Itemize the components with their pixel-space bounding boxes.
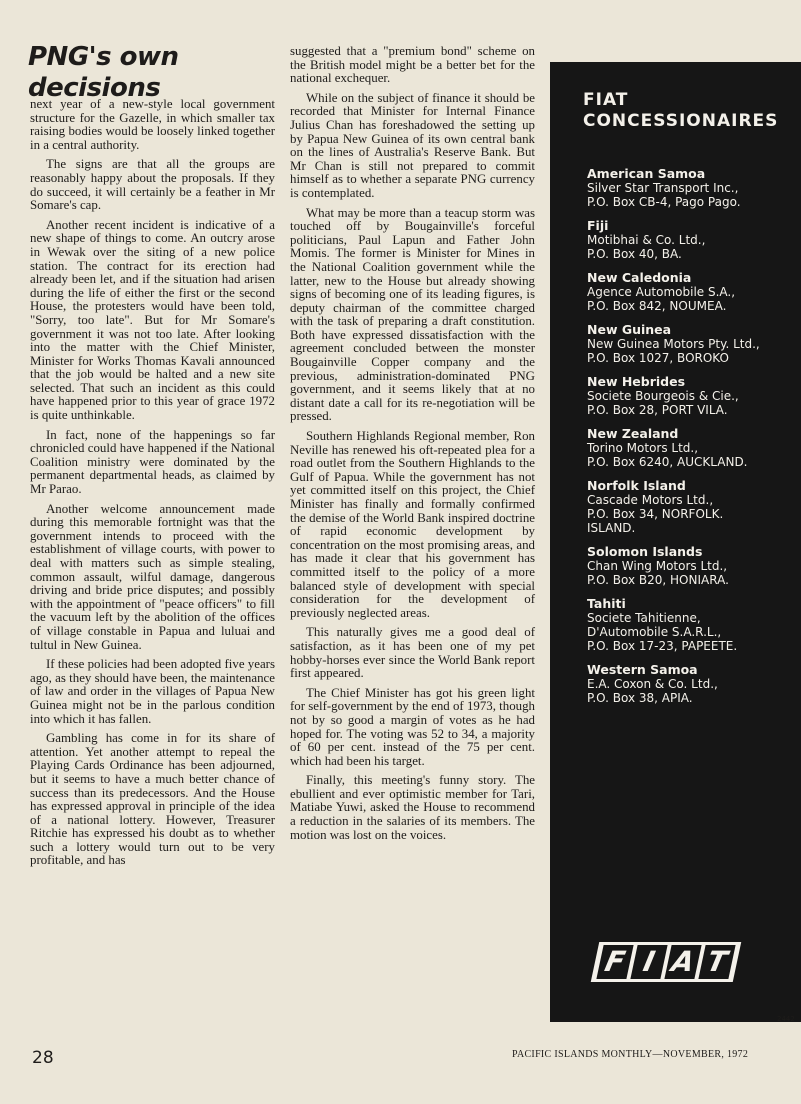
concessionaire-address-line: P.O. Box B20, HONIARA. — [587, 573, 729, 587]
logo-letter: T — [698, 945, 735, 979]
paragraph: Finally, this meeting's funny story. The ebullient and ever optimistic member for Tari, Matiabe Yuwi, asked the House to recommend a reduction in the salaries of its members. The motion was lost on the voices. — [290, 773, 535, 842]
concessionaire-address-line: P.O. Box CB-4, Pago Pago. — [587, 195, 741, 209]
fiat-advertisement — [550, 62, 801, 1022]
concessionaire-region: Western Samoa — [587, 662, 698, 677]
concessionaire-region: American Samoa — [587, 166, 706, 181]
concessionaire-entry — [587, 270, 797, 313]
concessionaire-region: New Guinea — [587, 322, 672, 337]
paragraph: In fact, none of the happenings so far chronicled could have happened if the National Coalition ministry were dominated by the permanent departmental heads, as claimed by Mr Parao. — [30, 427, 275, 497]
concessionaire-entry — [587, 322, 797, 365]
concessionaire-address-line: Agence Automobile S.A., — [587, 285, 736, 299]
paragraph: Another recent incident is indicative of a new shape of things to come. An outcry arose in Wewak over the siting of a new police station. The contract for its erection had already been let, and if the situation had arisen during the life of either the first or the second House, the protesters would have been told, "Sorry, too late". But for Mr Somare's government it was not too late. After looking into the matter with the Chief Minister, Minister for Works Thomas Kavali announced that the job would be halted and a new site selected. That such an incident as this could have happened prior to this year of grace 1972 is quite unthinkable. — [30, 217, 275, 423]
concessionaire-address-line: P.O. Box 6240, AUCKLAND. — [587, 455, 748, 469]
paragraph: This naturally gives me a good deal of satisfaction, as it has been one of my pet hobby-horses ever since the World Bank report first appeared. — [290, 625, 535, 681]
paragraph: suggested that a "premium bond" scheme on the British model might be a better bet for the national exchequer. — [290, 44, 535, 86]
ad-title — [583, 90, 778, 132]
concessionaire-region: New Zealand — [587, 426, 679, 441]
concessionaire-region: New Hebrides — [587, 374, 686, 389]
ad-code: 2442 — [777, 1015, 795, 1023]
paragraph: next year of a new-style local government structure for the Gazelle, in which smaller tax raising bodies would be loosely linked together in a central authority. — [30, 97, 275, 152]
concessionaire-address-line: D'Automobile S.A.R.L., — [587, 625, 722, 639]
logo-letter: A — [664, 945, 701, 979]
concessionaire-address-line: Torino Motors Ltd., — [587, 441, 699, 455]
ad-title-line-1: FIAT — [583, 90, 629, 110]
article-headline: PNG's own decisions — [28, 42, 179, 104]
concessionaire-address-line: Chan Wing Motors Ltd., — [587, 559, 728, 573]
logo-letter: I — [630, 945, 667, 979]
concessionaire-address-line: P.O. Box 28, PORT VILA. — [587, 403, 728, 417]
fiat-logo — [591, 942, 742, 982]
concessionaire-region: Fiji — [587, 218, 609, 233]
concessionaire-address-line: Societe Bourgeois & Cie., — [587, 389, 739, 403]
logo-letter: F — [596, 945, 633, 979]
concessionaire-list — [587, 166, 797, 714]
concessionaire-entry — [587, 596, 797, 653]
concessionaire-address-line: P.O. Box 842, NOUMEA. — [587, 299, 727, 313]
paragraph: Gambling has come in for its share of attention. Yet another attempt to repeal the Playing Cards Ordinance has been adjourned, but it seems to have a much better chance of success than its predecessors. And the House has expressed approval in principle of the idea of a national lottery. However, Treasurer Ritchie has expressed his doubt as to whether such a lottery would turn out to be very profitable, and has — [30, 731, 275, 868]
concessionaire-address-line: Motibhai & Co. Ltd., — [587, 233, 706, 247]
concessionaire-address-line: New Guinea Motors Pty. Ltd., — [587, 337, 760, 351]
concessionaire-entry — [587, 426, 797, 469]
article-column-1 — [30, 98, 275, 874]
concessionaire-region: Solomon Islands — [587, 544, 703, 559]
concessionaire-entry — [587, 662, 797, 705]
concessionaire-address-line: Cascade Motors Ltd., — [587, 493, 714, 507]
concessionaire-address-line: P.O. Box 17-23, PAPEETE. — [587, 639, 738, 653]
article-column-2 — [290, 45, 535, 848]
paragraph: Southern Highlands Regional member, Ron Neville has renewed his oft-repeated plea for a road outlet from the Southern Highlands to the Gulf of Papua. While the government has not yet committed itself on this project, the Chief Minister has finally and formally confirmed the demise of the World Bank inspired doctrine of rapid economic development by concentration on the most promising areas, and has made it clear that his government has committed itself to the policy of a more balanced style of development with special consideration for the development of previously neglected areas. — [290, 429, 535, 620]
running-footer: PACIFIC ISLANDS MONTHLY—NOVEMBER, 1972 — [512, 1049, 749, 1060]
concessionaire-region: Norfolk Island — [587, 478, 686, 493]
concessionaire-region: New Caledonia — [587, 270, 692, 285]
concessionaire-entry — [587, 544, 797, 587]
paragraph: If these policies had been adopted five years ago, as they should have been, the maintenance of law and order in the villages of Papua New Guinea might not be in the parlous condition into which it has fallen. — [30, 657, 275, 726]
concessionaire-entry — [587, 478, 797, 535]
ad-title-line-2: CONCESSIONAIRES — [583, 111, 779, 131]
page-number: 28 — [32, 1048, 54, 1068]
concessionaire-address-line: Silver Star Transport Inc., — [587, 181, 739, 195]
concessionaire-address-line: P.O. Box 40, BA. — [587, 247, 682, 261]
concessionaire-address-line: Societe Tahitienne, — [587, 611, 701, 625]
paragraph: What may be more than a teacup storm was touched off by Bougainville's forceful politicians, Paul Lapun and Father John Momis. The former is Minister for Mines in the National Coalition government while the latter, new to the House but already showing signs of becoming one of its leading figures, is deputy chairman of the committee charged with the task of preparing a draft constitution. Both have expressed dissatisfaction with the agreement concluded between the monster Bougainville Copper company and the previous, administration-dominated PNG government, and it seems likely that at no distant date a call for its re-negotiation will be pressed. — [290, 205, 535, 424]
concessionaire-region: Tahiti — [587, 596, 626, 611]
concessionaire-address-line: P.O. Box 38, APIA. — [587, 691, 693, 705]
concessionaire-address-line: P.O. Box 1027, BOROKO — [587, 351, 729, 365]
paragraph: Another welcome announcement made during this memorable fortnight was that the government intends to proceed with the establishment of village courts, with power to deal with matters such as simple stealing, common assault, wilful damage, dangerous driving and bride price disputes; and possibly with the appointment of "peace officers" to fill the vacuum left by the abolition of the offices of village constable in Papua and luluai and tultul in New Guinea. — [30, 501, 275, 652]
concessionaire-address-line: P.O. Box 34, NORFOLK. — [587, 507, 724, 521]
concessionaire-address-line: ISLAND. — [587, 521, 636, 535]
concessionaire-address-line: E.A. Coxon & Co. Ltd., — [587, 677, 718, 691]
paragraph: The signs are that all the groups are reasonably happy about the proposals. If they do succeed, it will certainly be a feather in Mr Somare's cap. — [30, 157, 275, 213]
paragraph: The Chief Minister has got his green light for self-government by the end of 1973, though not by so good a margin of votes as he had hoped for. The voting was 52 to 34, a majority of 60 per cent. instead of the 75 per cent. which had been his target. — [290, 685, 535, 768]
paragraph: While on the subject of finance it should be recorded that Minister for Internal Finance Julius Chan has foreshadowed the setting up by Papua New Guinea of its own central bank on the lines of Australia's Reserve Bank. But Mr Chan is still not prepared to commit himself as to whether a separate PNG currency is contemplated. — [290, 90, 535, 200]
concessionaire-entry — [587, 166, 797, 209]
concessionaire-entry — [587, 374, 797, 417]
concessionaire-entry — [587, 218, 797, 261]
